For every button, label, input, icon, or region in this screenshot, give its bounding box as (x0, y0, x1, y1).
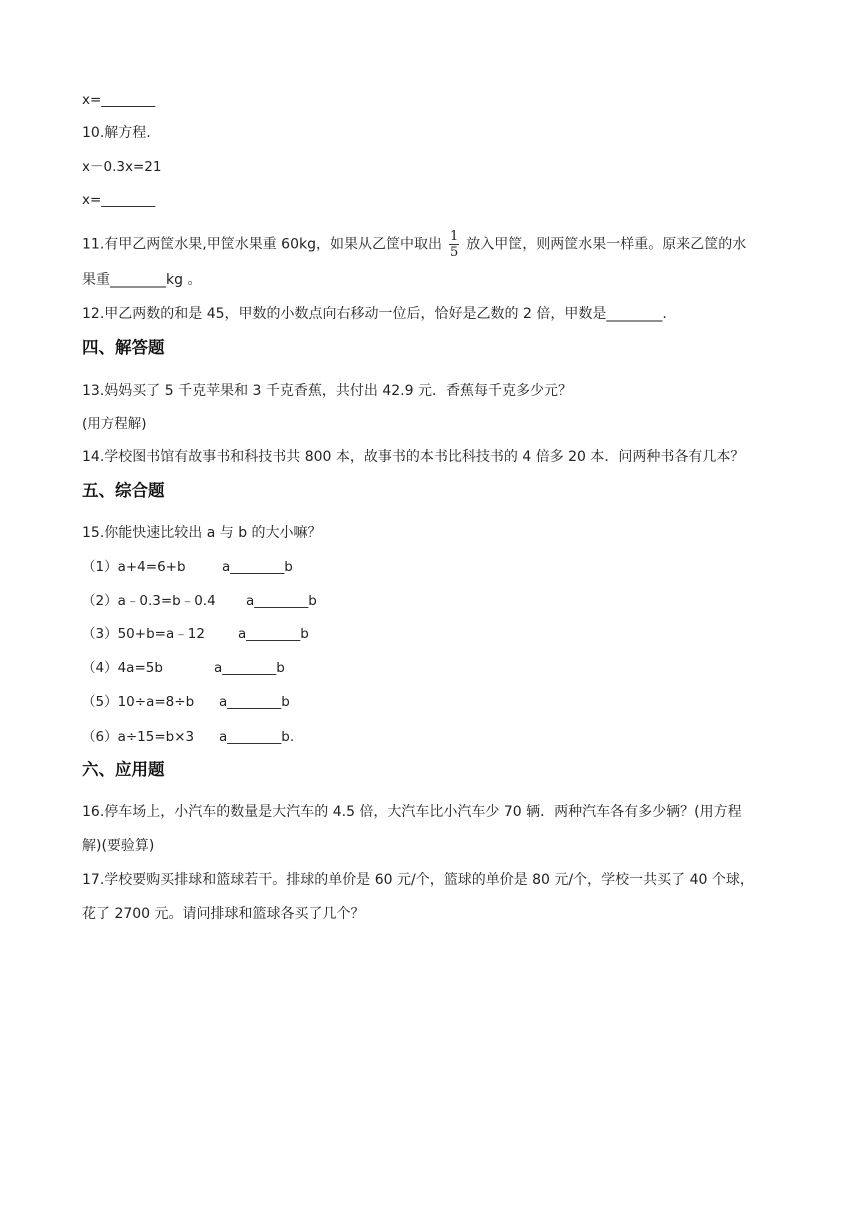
q15-item-2-blank: a________b (246, 593, 317, 609)
question-12: 12.甲乙两数的和是 45，甲数的小数点向右移动一位后，恰好是乙数的 2 倍，甲数是________. (82, 306, 667, 322)
q15-item-label: （4）4a=5b (82, 660, 163, 676)
q15-item-1-blank: a________b (222, 559, 293, 575)
q15-item-1 (82, 557, 186, 577)
section-heading-5: 五、综合题 (82, 481, 165, 500)
question-10: 10.解方程. (82, 125, 151, 141)
fraction-one-fifth (448, 230, 460, 259)
question-13: 13.妈妈买了 5 千克苹果和 3 千克香蕉，共付出 42.9 元．香蕉每千克多少元？ (82, 383, 572, 399)
question-16: 16.停车场上，小汽车的数量是大汽车的 4.5 倍，大汽车比小汽车少 70 辆．两种汽车各有多少辆？(用方程 (82, 804, 742, 820)
q15-item-label: （2）a﹣0.3=b﹣0.4 (82, 593, 216, 609)
q15-item-6 (82, 727, 194, 747)
q15-item-3 (82, 624, 205, 644)
q15-item-3-blank: a________b (238, 626, 309, 642)
q15-item-6-blank: a________b. (219, 729, 295, 745)
x-answer-line-1: x=________ (82, 92, 156, 108)
question-11-continued: 果重________kg 。 (82, 272, 202, 288)
section-heading-4: 四、解答题 (82, 338, 165, 357)
question-17: 17.学校要购买排球和篮球若干。排球的单价是 60 元/个，篮球的单价是 80 元/个，学校一共买了 40 个球， (82, 872, 754, 888)
question-10-equation: x－0.3x=21 (82, 159, 162, 175)
q15-item-label: （1）a+4=6+b (82, 559, 186, 575)
q15-item-label: （5）10÷a=8÷b (82, 694, 195, 710)
question-15: 15.你能快速比较出 a 与 b 的大小嘛？ (82, 525, 322, 541)
q15-item-2 (82, 591, 216, 611)
question-11 (82, 230, 746, 259)
question-17-continued: 花了 2700 元。请问排球和篮球各买了几个？ (82, 906, 365, 922)
section-heading-6: 六、应用题 (82, 760, 165, 779)
q15-item-4-blank: a________b (214, 660, 285, 676)
question-14: 14.学校图书馆有故事书和科技书共 800 本，故事书的本书比科技书的 4 倍多 20 本．问两种书各有几本？ (82, 449, 745, 465)
q15-item-label: （6）a÷15=b×3 (82, 729, 195, 745)
fraction-numerator: 1 (449, 229, 459, 244)
question-11-text-a: 11.有甲乙两筐水果,甲筐水果重 60kg，如果从乙筐中取出 (82, 236, 442, 253)
question-13-note: (用方程解) (82, 416, 147, 432)
q15-item-5 (82, 692, 194, 712)
q15-item-4 (82, 658, 163, 678)
q15-item-label: （3）50+b=a﹣12 (82, 626, 205, 642)
question-11-text-b: 放入甲筐，则两筐水果一样重。原来乙筐的水 (466, 236, 747, 253)
x-answer-line-2: x=________ (82, 192, 156, 208)
question-16-continued: 解)(要验算) (82, 838, 155, 854)
fraction-denominator: 5 (449, 245, 459, 260)
q15-item-5-blank: a________b (219, 694, 290, 710)
